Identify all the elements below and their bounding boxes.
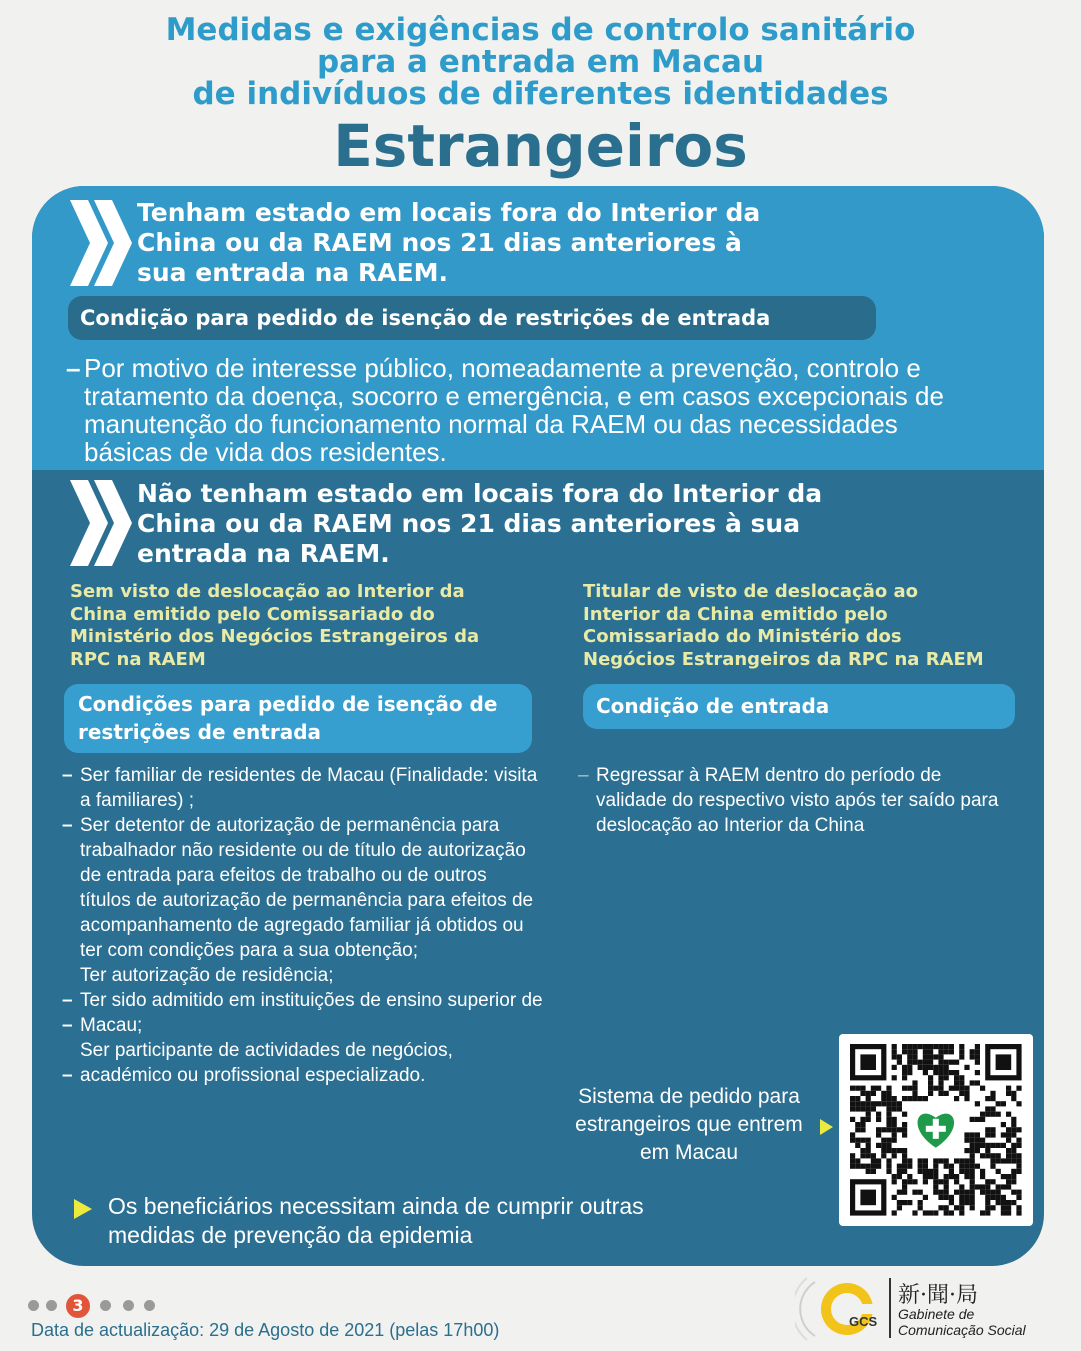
left-conditions-label: Condições para pedido de isenção de restrições de entrada <box>64 684 532 753</box>
title-line-3: de indivíduos de diferentes identidades <box>192 76 889 112</box>
arrow-right-icon <box>74 1199 92 1219</box>
title-line-2: para a entrada em Macau <box>316 44 765 80</box>
list-item: de entrada para efeitos de trabalho ou de outros <box>80 865 487 886</box>
entry-condition-label: Condição de entrada <box>583 684 1015 729</box>
qr-code[interactable] <box>839 1034 1033 1226</box>
list-item: trabalhador não residente ou de título de autorização <box>80 840 526 861</box>
list-item: ter com condições para a sua obtenção; <box>80 940 418 961</box>
list-item: acompanhamento de agregado familiar já obtidos ou <box>80 915 524 936</box>
list-item: – Ter sido admitido em instituições de ensino superior de <box>62 990 543 1011</box>
list-item: deslocação ao Interior da China <box>596 815 865 836</box>
double-chevron-icon <box>70 480 132 566</box>
left-conditions-list <box>62 763 562 1088</box>
list-item: validade do respectivo visto após ter saído para <box>596 790 999 811</box>
info-card <box>32 186 1044 1266</box>
prevention-note: Os beneficiários necessitam ainda de cumprir outras medidas de prevenção da epidemia <box>108 1193 644 1248</box>
condition-label: Condição para pedido de isenção de restrições de entrada <box>68 296 876 340</box>
update-date: Data de actualização: 29 de Agosto de 2021 (pelas 17h00) <box>31 1320 500 1340</box>
section-2-heading: Não tenham estado em locais fora do Interior da China ou da RAEM nos 21 dias anteriores à sua entrada na RAEM. <box>137 479 823 568</box>
gcs-logo <box>795 1274 1075 1344</box>
page-dot[interactable] <box>144 1300 155 1311</box>
list-item: – académico ou profissional especializado. <box>62 1065 426 1086</box>
logo-name: Gabinete de Comunicação Social <box>898 1306 1026 1338</box>
qr-caption: Sistema de pedido para estrangeiros que entrem em Macau <box>575 1085 803 1164</box>
double-chevron-icon <box>70 200 132 286</box>
section-1-heading: Tenham estado em locais fora do Interior da China ou da RAEM nos 21 dias anteriores à sua entrada na RAEM. <box>137 198 761 287</box>
qr-code-image <box>839 1034 1033 1226</box>
arrow-right-icon <box>820 1119 833 1135</box>
logo-initials: GCS <box>849 1314 878 1329</box>
section-1-condition-text: – Por motivo de interesse público, nomeadamente a prevenção, controlo e tratamento da doença, socorro e emergência, e em casos excepcionais de manutenção do funcionamento normal da RAEM ou das necessidades básicas de vida dos residentes. <box>66 353 944 467</box>
page-dot[interactable] <box>28 1300 39 1311</box>
list-item: – Ser detentor de autorização de permanência para <box>62 815 500 836</box>
left-subhead: Sem visto de deslocação ao Interior da China emitido pelo Comissariado do Ministério dos Negócios Estrangeiros da RPC na RAEM <box>70 581 480 670</box>
list-item: títulos de autorização de permanência para efeitos de <box>80 890 534 911</box>
list-item: – Ser familiar de residentes de Macau (Finalidade: visita <box>62 765 538 786</box>
page-title: Estrangeiros <box>333 112 748 180</box>
list-item: Ser participante de actividades de negócios, <box>80 1040 453 1061</box>
logo-divider <box>889 1278 891 1338</box>
right-subhead: Titular de visto de deslocação ao Interior da China emitido pelo Comissariado do Ministério dos Negócios Estrangeiros da RPC na RAEM <box>583 581 984 670</box>
right-conditions-list <box>578 763 1038 838</box>
title-line-1: Medidas e exigências de controlo sanitário <box>165 12 916 48</box>
list-item: – Regressar à RAEM dentro do período de <box>578 765 942 786</box>
list-item: a familiares) ; <box>80 790 195 811</box>
page-dot[interactable] <box>100 1300 111 1311</box>
list-item: Ter autorização de residência; <box>80 965 334 986</box>
list-item: – Macau; <box>62 1015 143 1036</box>
page-dot[interactable] <box>46 1300 57 1311</box>
page-dot[interactable] <box>123 1300 134 1311</box>
gcs-emblem-icon <box>795 1274 885 1344</box>
page-dot-current[interactable]: 3 <box>66 1294 90 1318</box>
logo-chinese: 新·聞·局 <box>898 1283 978 1308</box>
